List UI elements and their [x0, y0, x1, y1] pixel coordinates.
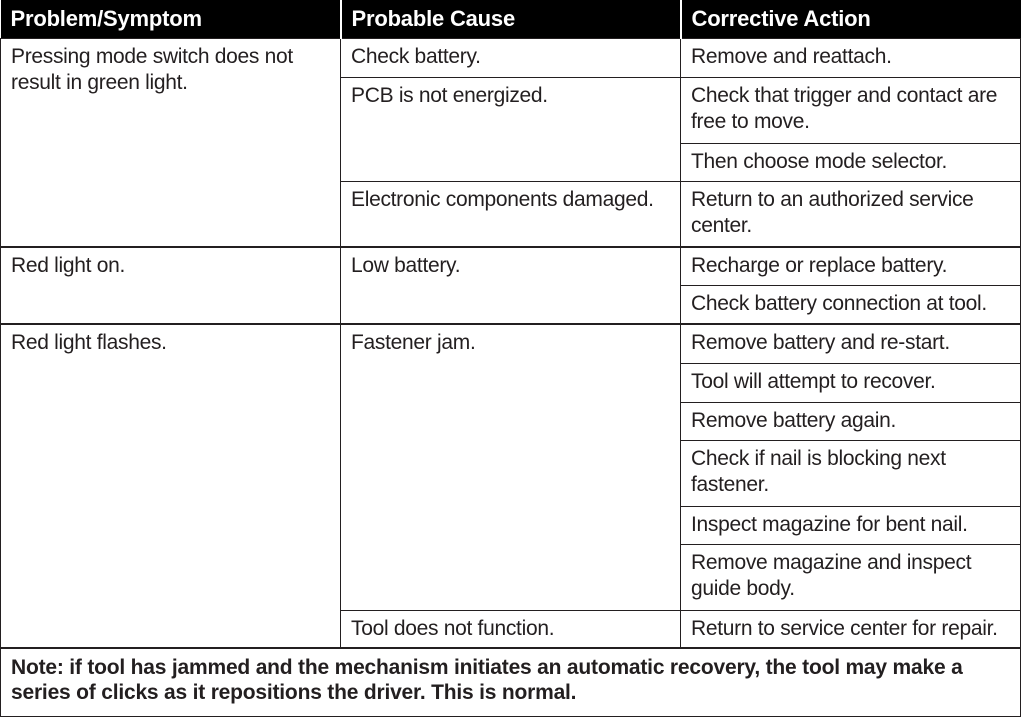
cause-cell: Low battery. — [341, 247, 681, 324]
problem-cell: Pressing mode switch does not result in green light. — [1, 38, 341, 247]
action-cell: Tool will attempt to recover. — [681, 363, 1021, 402]
action-cell: Remove magazine and inspect guide body. — [681, 544, 1021, 610]
cause-cell: Tool does not function. — [341, 610, 681, 648]
cause-cell: Fastener jam. — [341, 324, 681, 610]
table-row — [1, 324, 1021, 363]
action-cell: Inspect magazine for bent nail. — [681, 506, 1021, 544]
problem-cell: Red light on. — [1, 247, 341, 324]
header-action: Corrective Action — [681, 0, 1021, 38]
action-cell: Check if nail is blocking next fastener. — [681, 440, 1021, 506]
action-cell: Remove battery again. — [681, 402, 1021, 440]
header-problem: Problem/Symptom — [1, 0, 341, 38]
problem-cell: Red light flashes. — [1, 324, 341, 648]
table-row — [1, 247, 1021, 285]
action-cell: Remove and reattach. — [681, 38, 1021, 77]
table-row — [1, 38, 1021, 77]
action-cell: Then choose mode selector. — [681, 143, 1021, 181]
cause-cell: Electronic components damaged. — [341, 181, 681, 247]
note-text: Note: if tool has jammed and the mechanism initiates an automatic recovery, the tool may make a series of clicks as it repositions the driver. This is normal. — [1, 648, 1021, 716]
note-row — [1, 648, 1021, 716]
action-cell: Return to an authorized service center. — [681, 181, 1021, 247]
action-cell: Remove battery and re-start. — [681, 324, 1021, 363]
action-cell: Return to service center for repair. — [681, 610, 1021, 648]
action-cell: Check battery connection at tool. — [681, 285, 1021, 324]
header-cause: Probable Cause — [341, 0, 681, 38]
action-cell: Recharge or replace battery. — [681, 247, 1021, 285]
header-row — [1, 0, 1021, 38]
action-cell: Check that trigger and contact are free to move. — [681, 77, 1021, 143]
cause-cell: Check battery. — [341, 38, 681, 77]
cause-cell: PCB is not energized. — [341, 77, 681, 181]
